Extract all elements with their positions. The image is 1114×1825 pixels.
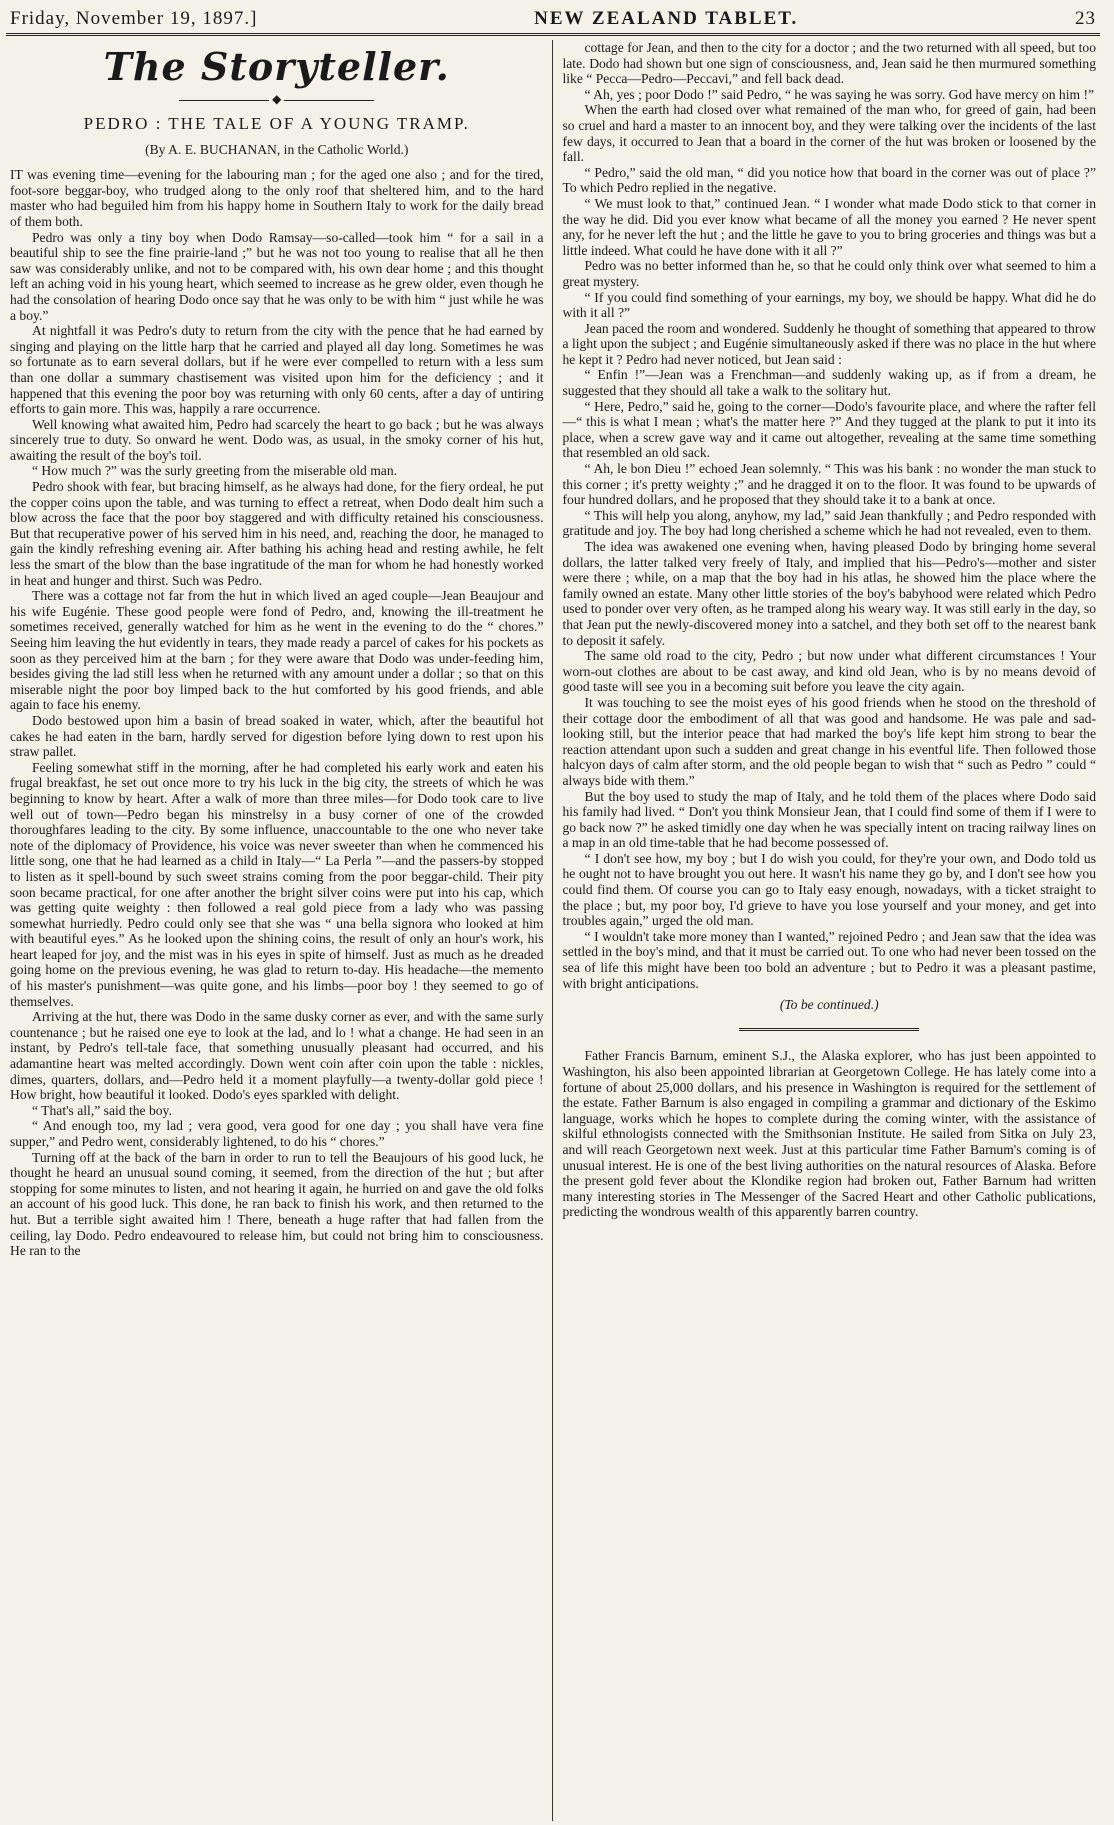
story-title: PEDRO : THE TALE OF A YOUNG TRAMP. — [83, 114, 470, 133]
left-column — [6, 40, 552, 1821]
story-paragraph: “ Pedro,” said the old man, “ did you notice how that board in the corner was out of place ?” To which Pedro replied in the negative. — [562, 164, 1096, 196]
story-paragraph: Well knowing what awaited him, Pedro had scarcely the heart to go back ; but he was always sincerely true to duty. So onward he went. Dodo was, as usual, in the smoky corner of his hut, awaiting the result of the boy's toil. — [10, 416, 544, 463]
story-paragraph: When the earth had closed over what remained of the man who, for greed of gain, had been so cruel and hard a master to an innocent boy, and they were talking over the incidents of the last few days, it occurred to Jean that a board in the corner of the hut was broken or loosened by the fall. — [562, 102, 1096, 165]
right-paragraphs — [563, 40, 1097, 991]
masthead-title: NEW ZEALAND TABLET. — [534, 8, 799, 29]
story-paragraph: “ I wouldn't take more money than I wanted,” rejoined Pedro ; and Jean saw that the idea was settled in the boy's mind, and that it must be carried out. To one who had never been tossed on the sea of life this might have been too bold an adventure ; but to Pedro it was a pleasant pastime, with bright anticipations. — [562, 928, 1096, 991]
story-paragraph: Pedro shook with fear, but bracing himself, as he always had done, for the fiery ordeal, he put the copper coins upon the table, and was turning to effect a retreat, when Dodo dealt him such a blow across the face that the poor boy staggered and with difficulty retained his consciousness. But that recuperative power of his served him in his need, and, reaching the door, he managed to gain the kindly refreshing evening air. After bathing his aching head and resting awhile, he felt less the smart of the blow than the base ingratitude of the man for whom he had honestly worked in heat and hunger and thirst. Such was Pedro. — [10, 479, 544, 588]
story-paragraph: cottage for Jean, and then to the city for a doctor ; and the two returned with all speed, but too late. Dodo had shown but one sign of consciousness, and, Jean said he then murmured something like “ Pecca—Pedro—Peccavi,” and fell back dead. — [562, 40, 1096, 87]
story-paragraph: “ How much ?” was the surly greeting from the miserable old man. — [32, 463, 398, 479]
story-paragraph: But the boy used to study the map of Italy, and he told them of the places where Dodo said his family had lived. “ Don't you think Monsieur Jean, that I could find some of them if I were to go back now ?” he asked timidly one day when he was specially intent on tracing railway lines on a map in an old time-table that he had become possessed of. — [562, 788, 1096, 851]
story-paragraph: “ And enough too, my lad ; vera good, vera good for one day ; you shall have vera fine supper,” and Pedro went, considerably lightened, to do his “ chores.” — [10, 1118, 544, 1149]
story-paragraph: Turning off at the back of the barn in order to run to tell the Beaujours of his good luck, he thought he heard an unusual sound coming, it seemed, from the direction of the hut ; but after stopping for some minutes to listen, and not hearing it again, he hurried on and gave the old folks an account of his good luck. This done, he ran back to finish his work, and then returned to the hut. But a terrible sight awaited him ! There, beneath a huge rafter that had fallen from the ceiling, lay Dodo. Pedro endeavoured to release him, but could not bring him to consciousness. He ran to the — [10, 1149, 544, 1259]
diamond-icon: ◆ — [272, 92, 282, 106]
masthead — [6, 6, 1100, 36]
story-paragraph: Dodo bestowed upon him a basin of bread soaked in water, which, after the beautiful hot cakes he had eaten in the barn, hardly served for digestion before lying down to rest upon his straw pallet. — [10, 712, 544, 760]
story-paragraph: “ This will help you along, anyhow, my lad,” said Jean thankfully ; and Pedro responded with gratitude and joy. The boy had long cherished a scheme which he had not revealed, even to them. — [562, 507, 1096, 539]
story-paragraph: Feeling somewhat stiff in the morning, after he had completed his early work and eaten his frugal breakfast, he set out once more to try his luck in the big city, the streets of which he was beginning to know by heart. After a walk of more than three miles—for Dodo took care to live well out of town—Pedro began his minstrelsy in a busy corner of one of the crowded thoroughfares leading to the city. By some influence, unaccountable to the one who never take note of the diplomacy of Providence, his voice was never sweeter than when he commenced his little song, one that he had learned as a child in Italy—“ La Perla ”—and the passers-by stopped to listen as it spell-bound by such sweet strains coming from the poor beggar-child. Their pity soon became practical, for one after another the bright silver coins were put into his cap, which was getting quite weighty : then followed a real gold piece from a lady who was passing somewhat hurriedly. Pedro could only see that she was “ una bella signora who looked at him with beautiful eyes.” As he looked upon the shining coins, the result of only an hour's work, his heart leaped for joy, and the mist was in his eyes in spite of himself. Just as much as he dreaded going home on the previous evening, he was glad to return to-day. His headache—the memento of his master's punishment—was quite gone, and his limbs—poor boy ! they seemed to go of themselves. — [10, 759, 544, 1009]
story-paragraph: Pedro was only a tiny boy when Dodo Ramsay—so-called—took him “ for a sail in a beautiful ship to see the fine prairie-land ;” but he was not too young to realise that all he then saw was considerably unlike, and not to be compared with, his own dear home ; and this thought left an aching void in his young heart, which seemed to increase as he grew older, even though he had the consolation of hearing Dodo once say that he was only to be with him “ just while he was a boy.” — [10, 229, 544, 323]
columns — [6, 40, 1100, 1821]
news-item — [563, 1048, 1097, 1220]
story-paragraph: IT was evening time—evening for the labouring man ; for the aged one also ; and for the tired, foot-sore beggar-boy, who trudged along to the only roof that sheltered him, and to the hard master who had beguiled him from his happy home in Southern Italy to work for the daily bread of them both. — [10, 167, 544, 229]
story-paragraph: It was touching to see the moist eyes of his good friends when he stood on the threshold of their cottage door the embodiment of all that was good and handsome. He was pale and sad-looking still, but the interior peace that had marked the boy's life kept him strong to bear the reaction attendant upon such a sudden and great change in his eventful life. Then followed those halcyon days of calm after storm, and the old people began to wish that “ such as Pedro ” could “ always bide with them.” — [562, 694, 1096, 788]
story-paragraph: There was a cottage not far from the hut in which lived an aged couple—Jean Beaujour and his wife Eugénie. These good people were fond of Pedro, and, knowing the ill-treatment he sometimes received, generally watched for him as he went in the evening to do the “ chores.” Seeing him leaving the hut evidently in tears, they made ready a parcel of cakes for his pockets as soon as they perceived him at the barn ; for they were aware that Dodo was under-feeding him, besides giving the lad still less when he returned with any amount under a dollar ; so that on this miserable night the poor boy limped back to the hut comforted by his good friends, and able again to face his enemy. — [10, 588, 544, 713]
story-paragraph: “ If you could find something of your earnings, my boy, we should be happy. What did he do with it all ?” — [562, 289, 1096, 321]
masthead-date: Friday, November 19, 1897.] — [10, 8, 258, 29]
news-paragraph: Father Francis Barnum, eminent S.J., the Alaska explorer, who has just been appointed to Washington, his also been appointed librarian at Georgetown College. He has lately come into a fortune of about 25,000 dollars, and his presence in Washington is required for the settlement of the estate. Father Barnum is also engaged in compiling a grammar and dictionary of the Eskimo language, works which he hopes to complete during the coming winter, with the assistance of skilful ethnologists connected with the Smithsonian Institute. He sailed from Sitka on July 23, and will reach Georgetown next week. Just at this particular time Father Barnum's coming is of unusual interest. He is one of the best living authorities on the natural resources of Alaska. Before the present gold fever about the Klondike region had broken out, Father Barnum had written many interesting stories in The Messenger of the Sacred Heart and other Catholic publications, predicting the wondrous wealth of this apparently barren country. — [562, 1048, 1096, 1220]
section-separator — [563, 1019, 1097, 1035]
story-paragraph: “ Ah, yes ; poor Dodo !” said Pedro, “ he was saying he was sorry. God have mercy on him !” — [584, 86, 1095, 102]
story-paragraph: “ I don't see how, my boy ; but I do wish you could, for they're your own, and Dodo told us he ought not to have brought you out here. It wasn't his name they go by, and I don't see how you could find them. Of course you can go to Italy easy enough, nowadays, with a ticket straight to the place ; but, my poor boy, I'd grieve to have you lose yourself and your money, and get into troubles again,” urged the old man. — [562, 850, 1096, 929]
story-paragraph: Jean paced the room and wondered. Suddenly he thought of something that appeared to throw a light upon the subject ; and Eugénie simultaneously asked if there was no place in the hut where he kept it ? Pedro had never noticed, but Jean said : — [562, 320, 1096, 367]
story-paragraph: The same old road to the city, Pedro ; but now under what different circumstances ! Your worn-out clothes are about to be cast away, and kind old Jean, who is by no means devoid of good taste will see you in a becoming suit before you leave the city again. — [562, 648, 1096, 695]
ornament-divider — [10, 92, 544, 106]
page-number: 23 — [1074, 8, 1096, 29]
story-paragraph: Arriving at the hut, there was Dodo in the same dusky corner as ever, and with the same surly countenance ; but he raised one eye to look at the lad, and lo ! what a change. He had seen in an instant, by Pedro's tell-tale face, that something unusually pleasant had occurred, and his adamantine heart was melted accordingly. Down went coin after coin upon the table : nickles, dimes, quarters, dollars, and—Pedro held it a moment playfully—a twenty-dollar gold piece ! How bright, how beautiful it looked. Dodo's eyes sparkled with delight. — [10, 1009, 544, 1103]
to-be-continued: (To be continued.) — [779, 997, 879, 1013]
story-paragraph: Pedro was no better informed than he, so that he could only think over what seemed to him a great mystery. — [562, 258, 1096, 289]
story-paragraph: The idea was awakened one evening when, having pleased Dodo by bringing home several dollars, the latter talked very freely of Italy, and implied that his—Pedro's—mother and sister were there ; while, on a map that the boy had in his atlas, he showed him the place where the family owned an estate. Many other little stories of the boy's babyhood were related which Pedro used to ponder over very often, as he tramped along his weary way. It was still early in the day, so that Jean put the newly-discovered money into a satchel, and they both set off to the nearest bank to deposit it safely. — [562, 539, 1096, 648]
story-paragraph: “ Enfin !”—Jean was a Frenchman—and suddenly waking up, as if from a dream, he suggested that they should all take a walk to the solitary hut. — [562, 367, 1096, 399]
byline: (By A. E. BUCHANAN, in the Catholic World.) — [145, 141, 409, 157]
story-paragraph: “ Here, Pedro,” said he, going to the corner—Dodo's favourite place, and where the rafter fell—“ this is what I mean ; what's the matter here ?” And they tugged at the plank to put it into its place, when a screw gave way and it came out altogether, revealing at the same time something that resembled an old sack. — [562, 398, 1096, 461]
right-column — [553, 40, 1101, 1821]
section-title: The Storyteller. — [103, 44, 450, 89]
story-paragraph: At nightfall it was Pedro's duty to return from the city with the pence that he had earned by singing and playing on the little harp that he carried and played all day long. Sometimes he was so fortunate as to earn several dollars, but if he were ever compelled to return with a less sum than one dollar a summary chastisement was visited upon him for the deficiency ; and it happened that this evening the poor boy was returning with only 60 cents, after a day of untiring efforts to gain more. This was, happily a rare occurrence. — [10, 323, 544, 417]
story-paragraph: “ Ah, le bon Dieu !” echoed Jean solemnly. “ This was his bank : no wonder the man stuck to this corner ; it's pretty weighty ;” and he dragged it on to the floor. It was found to be upwards of four hundred dollars, and he proposed that they should take it to a bank at once. — [562, 461, 1096, 508]
left-paragraphs — [10, 167, 544, 1259]
story-paragraph: “ That's all,” said the boy. — [32, 1102, 172, 1118]
story-paragraph: “ We must look to that,” continued Jean. “ I wonder what made Dodo stick to that corner in the way he did. Did you ever know what became of all the money you earned ? He never spent any, for he never left the hut ; and the little he gave to you to bring groceries and things was but a little indeed. What could he have done with it all ?” — [562, 195, 1096, 258]
